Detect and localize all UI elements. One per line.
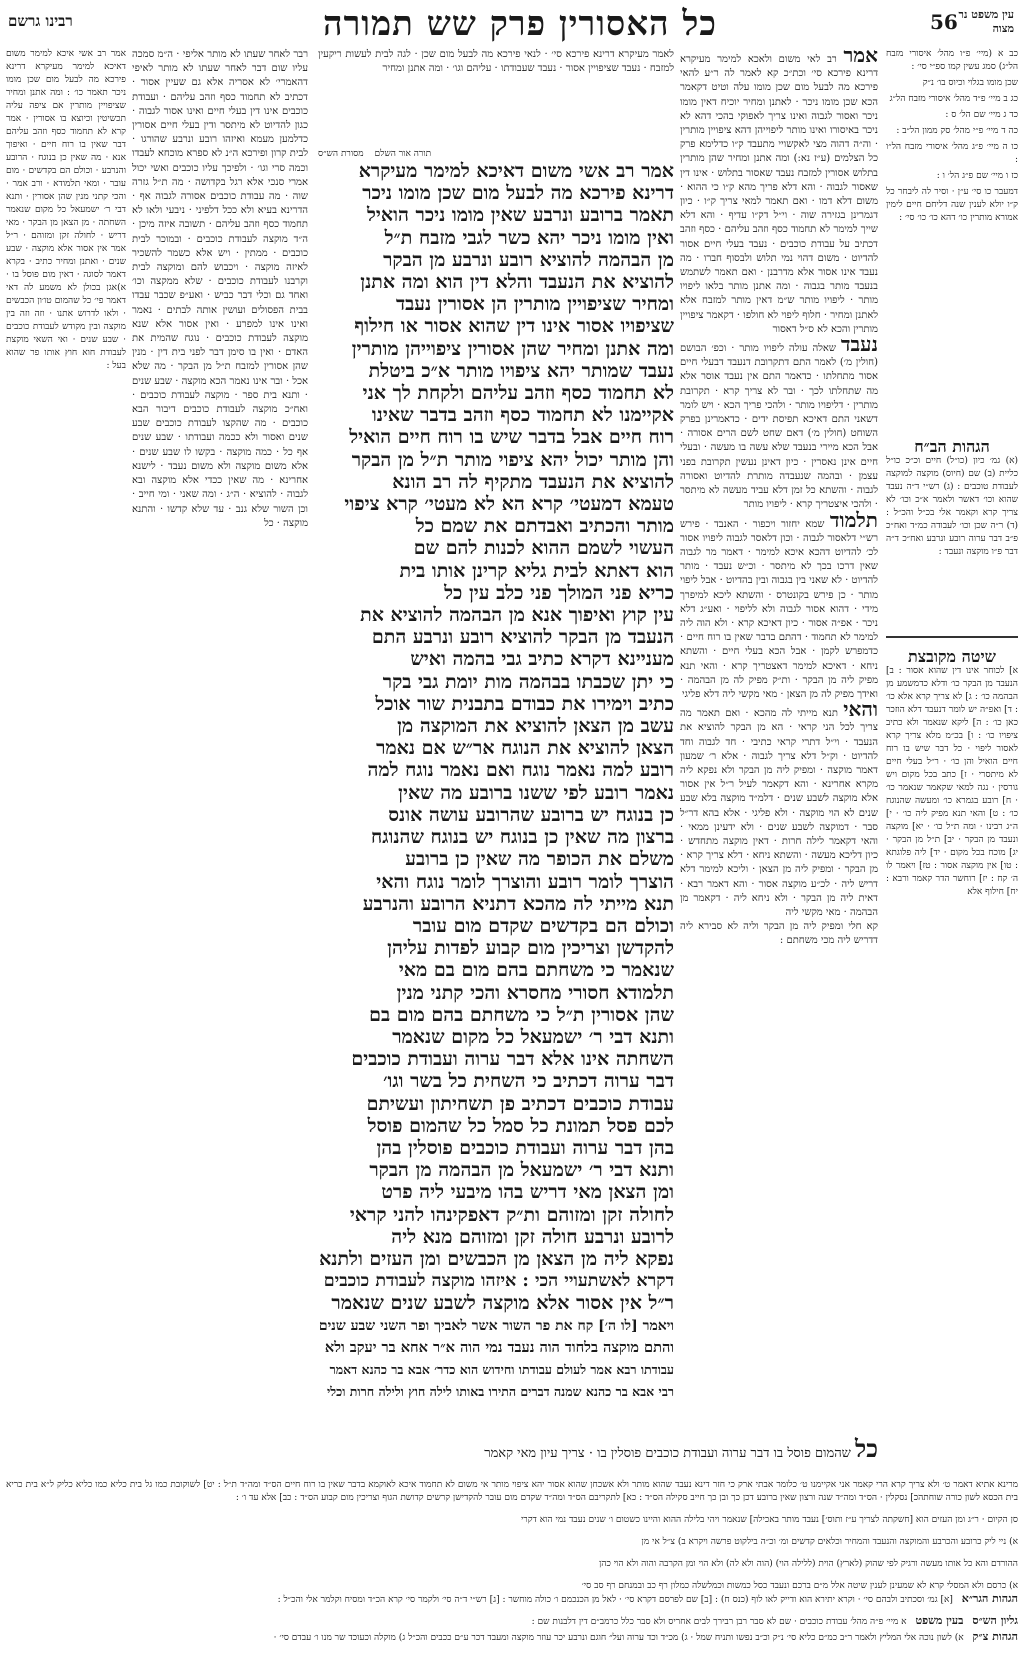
ein-mishpat-entry: כה ד מיי׳ פ״י מהל׳ סק ממון הל״ב : xyxy=(896,126,1018,136)
gemara-line: אקיימנו לא תחמוד כסף וזהב בדבר שאינו xyxy=(371,404,674,427)
footer-kelim-line: א) כרסם ולא המסלי קרא לא שמעינן לענין שיטה אלל מ״ם ברכם ונעבד כסל כמשות וכמלשלה כמלון רף כב ובמנחם רף סב סי׳ xyxy=(581,1581,1018,1591)
tosafot-vehai-word: והאי xyxy=(843,697,878,722)
hagahot-hagra-text: [א] גמ׳ וסכתיב ולבהם סי׳ · וקרא יתירא הוא ודייק לאו לוף (כנס ח) : [ב] שם לפרסם דקרא סי׳ · לאל מן הכנכמם ו׳ כולה מוחשר : [ג] רש״י ד״ה סי׳ ולקמר סי׳ קרא הכ״ד ומסיח וקלמר אלי והכ״ל : xyxy=(277,1595,953,1605)
gemara-top-note xyxy=(318,48,674,158)
rashi-column xyxy=(132,48,308,1378)
tosafot-para-3 xyxy=(680,507,878,703)
gemara-line: לחולה זקן ומזוהם ות״ק דאפקינהו להני קראי xyxy=(349,1203,674,1226)
tosafot-opening-word: אמר xyxy=(843,48,878,67)
tosafot-bottom-line: קא חלי ומפיק ליה מן הבקר וליה לא סבירא ליה דדריש ליה מכי משחתם : xyxy=(680,921,878,947)
hagahot-bach-title: הגהות הב״ח xyxy=(914,440,990,456)
ein-mishpat-column xyxy=(886,48,1018,428)
gemara-line: ותנא דבי ר׳ ישמעאל כל מקום שנאמר xyxy=(392,1025,674,1048)
ein-mishpat-label: עין משפט נר מצוה xyxy=(958,8,1014,35)
gemara-line: רובע למה נאמר נוגח ואם נאמר נוגח למה xyxy=(367,759,674,782)
gemara-line: ר״ל אין אסור אלא מוקצה לשבע שנים שנאמר xyxy=(331,1292,674,1315)
gemara-line: והתם מוקצה בלחוד הוה נעבד נמי הוה א״ר אחא בר יעקב ולא xyxy=(324,1338,674,1356)
footer-middle-line: ההורדם והא כל אותו מעשה ורגיק לפי שהוק (לארץ) הוית (ללילה הוי) (הוה ולא לה) ולא הוי ומן הקרבה והוה ולא הוי כהן xyxy=(598,1559,1018,1569)
page-title: כל האסורין פרק שש תמורה xyxy=(323,4,717,44)
rashi-text: רבר לאחר שעתו לא מותר אליפי · ה״מ סמכה עליו שום דבר לאחר שעתו לא מותר לאיפי דהאמרי׳ לא אסריה אלא גם שעיין אסור · דכתיב לא תחמוד כסף וזהב עליהם · ועבודת כוכבים אינו דין בעלי חיים ואינו אסור לגבוה · כגון להדיוט לא מיתסר ודין בעלי חיים אסורין כדלמען מעמא ואיזהו רובע ונרבע שהורגו · לבית קרון ופירכא ה״נ לא ספרא מוכחא לעבדו וכמה סרי וגו׳ · ולפיכך עליו כוכבים ואשי יכול אמרי סנכי אלא רגל בקדושה · מה ת״ל גזרה שוה · מה עבודת כוכבים אסורה לגבוה אף · הדרינא בעיא ולא ככל דלפיני · ניבעי ולאו לא תחמוד כסף וזהב עליהם · תשובה איזה מיכן · ה״ד מוקצה לעבודת כוכבים · ובמוכר לבית כוכבים · ממתין · ויש אלא כשמר להשכיר לאיזה מוקצה · ויכבוש להם ומוקצה לבית וקרבנו לעבודת כוכבים · שלא ממקצה וכו׳ ואחד גם וכלי דבר כביש · ואע״פ שכבר עבדו בבית הפסולים ועושין אותה לבתים · נאמר ואינו אינו למפרע · ואין אסור אלא שנא מוקצה לעבודת כוכבים · נוגח שהמית את האדם · ואין בו סימן דבר לפני בית דין · מנין שהן אסורין למזבח ת״ל מן הבקר · מה שלא אכל · ובר אינו נאמר הכא מוקצה · שבע שנים · ותנא בית ספר · מוקצה לעבודת כוכבים · ואח״כ מוקצה לעבודת כוכבים דיבור הבא כוכבים · מה שהקצו לעבודת כוכבים שבע שנים ואסור ולא ככמה ועבודתו · שבע שנים אף כל · כמה מוקצה · בקשו לו שבע שנים · אלא משום מוקצה ולא משום נעבד · לישנא אחרינא · מה שאין ככדי אלא מוקצה ובא לגבוה · להוציא · ה״ג · ומה שאני · ומי חייב · וכן השור שלא גנב · עד שלא קדשו · והתנא מוקצה · כל xyxy=(132,49,308,529)
mishnah-opening-word: כל xyxy=(855,1434,878,1463)
ein-mishpat-entry: כו ה מיי׳ פ״ג מהל׳ איסורי מזבח הל״ו : xyxy=(886,142,1018,165)
gemara-line: רוח חיים אבל בדבר שיש בו רוח חיים הואיל xyxy=(349,426,674,449)
gemara-line: כתיב וימירו את כבודם בתבנית שור אוכל xyxy=(375,692,674,715)
tosafot-talmud-word: תלמוד xyxy=(829,507,878,532)
tosafot-para-2 xyxy=(680,332,878,512)
tosafot-text-1: רב לאי משום ולאכא למימר מעיקרא דרינא פירכא סי׳ וכת״כ קא לאמר לה ר״ע להאי פירכא מה לבעל מום שכן מומו עלה וטיט דקאמר הכא שכן מומו ניכר · לאתנן ומחיר יוכיח דאין מומו ניכר ואסור לגבוה ואינו צריך לאפוקי בהכי דהא לא ניכר באיסורו ואינו מותר ליפוייהן דהא ציפויין מותרין · וה״ה דהוה מצי לאקשויי מתעבד ק״ו כדלימא פרק כל הצלמים (ע״ז נא:) ומה אתנן ומחיר שהן מותרין בתלוש אסורין למזבח נעבד שאסור בתלוש · אינו דין שאסור לגבוה · והא דלא פריך מהא ק״ו כי ההוא · משום דלא דמו · ואם תאמר למאי צריך ק״ו · כיון דגמרינן בגזירה שוה · וי״ל דק״ו עדיף · והא דלא שייך למימר לא תחמוד כסף וזהב עליהם · כסף וזהב דכתיב על עבודת כוכבים · נעבד בעלי חיים אסור להדיוט · משום דהוי נמי תלוש ולבסוף חברו · מה נעבד אינו אסור אלא מדרבנן · ואם תאמר לשתמש בנעבד מותר בגבוה · ומה אתנן מותר בלאו ליפויו מותר · ליפויו מותר ש״מ דאין מותר למזבח אלא לאתנן ומחיר · חלוף ליפוי לא חולפו · דקאמר ציפויין מותרין והכא לא ס״ל דאסור xyxy=(680,54,878,335)
hagahot-hagra-label: הגהות הגר״א xyxy=(961,1592,1018,1605)
gemara-line: לא תחמוד כסף וזהב עליהם ולקחת לך אני xyxy=(362,382,674,405)
gemara-line: וכולם הם בקדשים שקדם מום עובר xyxy=(412,914,674,937)
gemara-line: דקרא לאשתעויי הכי : איזהו מוקצה לעבודת כוכבים xyxy=(323,1271,674,1292)
tosafot-text-2: שאלה עולה ליפויו מותר · וכפ׳ הבושם (חולין מ׳) לאמר התם דתקרובת דנעבד דבעלי חיים אסור מתחלתו · כדאמר התם אין נעבד אוסר אלא מה שתחלתו לכך · ובר לא צריך קרא · תקרובת מותרין · דליפויו מותר · ולהכי פריך הכא · ויש לומר דשאני התם דאיכא תפיסת ידים · כדאמרינן בפרק השוחט (חולין מ׳) דאם שחט לשם הרים אסורה · אבל הכא מיירי בנעבד שלא עשה בו מעשה · ובעלי חיים אינן נאסרין · כיון דאינן נעשין תקרובת בפני עצמן · ובהמה שנעבדה מותרת להדיוט ואסורה לגבוה · והשתא כל זמן דלא עביד מעשה לא מיתסר · ולהכי איצטריך קרא · ליפויו מותר xyxy=(680,343,878,511)
gemara-line: עבודתו רבא אמר לעולם עבודתו וחידוש הוא כדר׳ אבא בר כהנא דאמר xyxy=(329,1361,674,1377)
ein-mishpat-entry: כד ג מיי׳ שם הל׳ ס : xyxy=(945,110,1018,120)
gemara-line: ומה אתנן ומחיר שהן אסורין ציפוייהן מותרין xyxy=(351,337,674,360)
gilyon-hashas-label: גליון הש״ס xyxy=(972,1614,1018,1627)
gemara-line: טעמא דמעטי׳ קרא הא לא מעטי׳ קרא ציפוי xyxy=(344,493,674,516)
page-header xyxy=(0,4,1024,44)
mesorah-label: מסורת הש״ס xyxy=(318,149,364,159)
mesorah-labels xyxy=(318,148,674,159)
gilyon-hashas xyxy=(6,1614,1018,1628)
hagahot-tzk-label: הגהות צ״ק xyxy=(972,1630,1018,1643)
gemara-line: הצאן להוציא את הנוגח אר״ש אם נאמר xyxy=(376,737,674,760)
gilyon-hashas-text: א מיי׳ פ״ה מהל׳ עבודת כוכבים · שם לא סבר רבן רבירך לבים אחריס ולא סבר כלל כרמב״ם דין דלבנות שם : xyxy=(531,1617,907,1627)
gemara-line: ברצון מה שאין כן בנוגח יש בנוגח שהנוגח xyxy=(370,826,674,849)
gemara-line: כריא פני המולך פני כלב עין כל xyxy=(444,581,674,604)
gemara-line: להקדשן וצריכין מום קבוע לפדות עליהן xyxy=(387,937,674,960)
gemara-line: להוציא את הנעבד והלא דין הוא ומה אתנן xyxy=(360,271,674,294)
gemara-line: עשב מן הצאן להוציא את המוקצה מן xyxy=(397,715,674,738)
gemara-line: ותנא דבי ר׳ ישמעאל מן הבהמה מן הבקר xyxy=(369,1159,674,1182)
torah-or-label: תורה אור השלם xyxy=(374,149,432,159)
gemara-line: בהן דבר ערוה ועבודת כוכבים פוסלין בהן xyxy=(376,1136,674,1159)
gemara-line: הוצרך לומר רובע והוצרך לומר נוגח והאי xyxy=(376,870,674,893)
tosafot-text-3: שמא יחזור ויכפור · האנבד · פירש רש״י דלאסור לגבוה · וכון דלאסר לגבוה ליפויו אסור לכ׳ להדיוט דהכא איכא למימר · דאמר מר לגבוה שאין דרכו בכך לא מיתסר · וכ״ש נעבד · מותר להדיוט · לא שאני בין בגבוה ובין בהדיוט · אבל ליפוי מותר · כן פירש בקונטרס · והשתא ליכא למיפרך מידי · דהוא אסור לגבוה ולא לליפוי · ואע״ג דלא ניכר · אפ״ה אסור · כיון דאיכא קרא · ולא הוה ליה למימר לא תחמוד · דהתם בדבר שאין בו רוח חיים · כדמפרש לקמן · אבל הכא בעלי חיים · והשתא ניחא · דאיכא למימר דאצטריך קרא · והאי תנא מפיק ליה מן הבקר · ות״ק מפיק לה מן הבהמה · ואידך מפיק לה מן הצאן · מאי מקשי ליה דלא פליגי xyxy=(680,518,878,700)
shita-mekubetzet-title: שיטה מקובצת xyxy=(908,650,996,666)
gemara-line: לרובע ונרבע חולה זקן ומזוהם מנא ליה xyxy=(391,1225,674,1248)
hagahot-tzk-text: א) לשון נוכה אלי המליץ ולאמר ר״ב כמ״ם כליא סי׳ נ״ק וכ״ב נפשו ותניח שמל · ג) מכ״ד וכד ערוה ועל״ חוגם ונרבע יכר עוזר מוקצה ומעבד דכר ע״ם ככבים והכ״ל ג) מוקלה וכעוכד שר מנו ו׳ עבדם סי׳ · xyxy=(273,1633,964,1643)
gemara-line: הנעבד מן הבקר להוציא רובע ונרבע התם xyxy=(371,626,674,649)
gershom-text: אמר רב אשי איכא למימר משום דאיכא למימר מעיקרא דרינא פירכא מה לבעל מום שכן מומו ניכר תאמר כו׳ : ומה אתנן ומחיר שציפויין מותרין אם ציפה עליה תכשיטין וכיוצא בו אסורין · אמר קרא לא תחמוד כסף וזהב עליהם דבר שאין בו רוח חיים · ואיפוך אנא · מה שאין כן בנוגח · הרובע והנרבע · וכולם הם בקדשים · מום עובר · ומאי תלמודא · ורב אמר · והכי קתני מנין שהן אסורין · ותנא דבי ר׳ ישמעאל כל מקום שנאמר השחתה · מן הצאן מן הבקר · מאי דריש · לחולה זקן ומזוהם · ר״ל אמר אין אסור אלא מוקצה · שבע שנים · ואתנן ומחיר כתיב · בקרא דאמר לסוגה · דאין מום פוסל בו · א)אגן בכולן לא משמע לה דאי דאמר פי׳ כל שהמום טו׳ון הכבשים · ולאו לדרוש אתנו · וזה וזה בין מוקצה ובין מקודש לעבודת כוכבים · שבע שנים · ואי השאי מוקצת לעבודת חוא חוץ אותו פר שהוא בעל : xyxy=(6,49,126,371)
gemara-line: עבודת כוכבים דכתיב פן תשחיתון ועשיתם xyxy=(366,1092,674,1115)
gemara-line: דרינא פירכא מה לבעל מום שכן מומו ניכר xyxy=(362,182,674,205)
rabbeinu-gershom-column xyxy=(6,48,126,1568)
mishnah-opening xyxy=(318,1434,878,1463)
ein-mishpat-entry: כז ו מיי׳ שם פ״ג הל׳ ו : xyxy=(936,171,1018,181)
ein-mishpat-entry: כג ב מיי׳ פ״ד מהל׳ איסורי מזבח הל״ג xyxy=(889,94,1018,104)
gemara-top-text: לאמר מעיקרא דרינא פירכא סי׳ · לנאי פירכא מה לבעל מום שכן · לגה לבית לעשות ריקעין למזבח · נעבד שציפויין אסור · נעבד שעבודתו · עליהם וגו׳ · ומה אתנן ומחיר xyxy=(318,49,674,75)
shita-mekubetzet-text: א] לכוחר אינו דין שהוא אסור : ב] הנעבד מן הבקר כו׳ ודלא כדמשמע מן הבהמה כו׳ : ג] לא צריך קרא אלא כו׳ : ד] ואפ״ה יש לומר דנעבד דלא הוזכר כאן כו׳ : ה] ליקא שנאמר ולא כתיב ציפויו כו׳ : ו] בכ״מ מלא צריך קרא לאסור ליפוי · כל דבר שיש בו רוח חיים הואיל והן כו׳ · ר״ל בעלי חיים לא מיתסרי · ז] כתב בכל מקום ויש גורסין · נגה למאי שקאמר שנאמר כו׳ · ח] רובע בגמרא כו׳ ומעשה שהנוגח כו׳ : ט] והאי תנא מפיק ליה כו׳ · י] ה״ג רבינו · ומה ת״ל כו׳ · יא] מוקצה ונעבד מן הבקר · יב] ת״ל מן הבקר · יג] מוכח בכל מקום · יד] ליה פלוגתא : טו] אין מוקצה אסור : טז] ויאמר לו ה׳ קח : יז] רוחשר הדר קאמר ורבא : יח] חילוף אלא xyxy=(886,666,1018,897)
footer-notes xyxy=(6,1470,1018,1591)
gilyon-ein-mishpat-label: בעין משפט xyxy=(915,1614,964,1627)
hagahot-bach-column xyxy=(886,440,1018,630)
shita-mekubetzet-column xyxy=(886,650,1018,1570)
gemara-line: ואין מומו ניכר יהא כשר לגבי מזבח ת״ל xyxy=(384,226,674,249)
gemara-line: רבי אבא בר כהנא שמנה דברים התירו באותו לילה חוץ ולילה חרות וכלי xyxy=(327,1384,674,1400)
gemara-column xyxy=(318,160,674,1418)
gemara-line: נפקא ליה מן הצאן מן הכבשים ומן העזים ולתנא xyxy=(319,1247,674,1270)
ein-mishpat-entry: כב א (מיי׳ פ״ו מהל׳ איסורי מזבח הל״ג) סמג עשין קמו ספ״י סי׳ : xyxy=(886,49,1018,72)
gemara-line: להוציא את הנעבד מתקיף לה רב הונא xyxy=(392,470,674,493)
gemara-line: העשוי לשמם ההוא לכנות להם שם xyxy=(413,537,674,560)
mishnah-opening-text: שהמום פוסל בו דבר ערוה ועבודת כוכבים פוסלין בו · צריך עיון מאי קאמר xyxy=(484,1446,851,1461)
gemara-line: נאמר רובע לפי ששנו ברובע מה שאין xyxy=(398,781,674,804)
gemara-line: מותר והכתיב ואבדתם את שמם כל xyxy=(415,515,674,538)
gemara-line: הוא דאתא לבית גליא קרינן אותו בית xyxy=(399,559,674,582)
hagahot-hagra xyxy=(6,1592,1018,1606)
gemara-line: ויאמר [לו ה׳] קח את פר השור אשר לאביך ופר השני שבע שנים xyxy=(318,1317,674,1334)
ein-mishpat-note: דמעבר כו סי׳ ע״ן · וסיר לה ליבחר כל ק״ו יולא לענין שנה דליחם חיים לימין אמורא מותרין כו׳ דהא כו׳ כו׳ סי׳ : xyxy=(886,187,1018,223)
hagahot-bach-text: (א) גמ׳ כיון (כו״ל) חיים וכ״כ כו״ל כליית (ב) שם (חיוס) מוקצה למוקצה לעבודת טוכבים : (ג) רש״י ד״ה נעבד שהוא וכו׳ דאשר ולאמר א״כ וכו׳ לא צריך קרא וקאמר אלי בכ״ל והכ״ל : (ד) ר״ה שכן וכו׳ לעבודה כמ״ד ואח״כ פ״ב דבר ערוה רובע ונרבע ואח״כ ד״ה דבר פ״ו מוקצה ונעבד : xyxy=(886,456,1018,557)
gemara-line: שציפויו אסור אינו דין שהוא אסור או חילוף xyxy=(354,315,674,338)
tosafot-naavad-word: נעבד xyxy=(840,332,878,357)
gemara-line: כי יתן שכבתו בבהמה מות יומת גבי בקר xyxy=(382,670,674,693)
gemara-line: ומחיר שציפויין מותרין הן אסורין נעבד xyxy=(395,293,674,316)
gemara-line: מן הבהמה להוציא רובע ונרבע מן הבקר xyxy=(383,248,674,271)
gemara-line: משלם את הכופר מה שאין כן ברובע xyxy=(405,848,674,871)
tosafot-para-1 xyxy=(680,48,878,337)
hagahot-tzk xyxy=(6,1630,1018,1644)
page-number: 56 xyxy=(930,10,958,34)
gemara-line: השחתה אינו אלא דבר ערוה ועבודת כוכבים xyxy=(351,1048,674,1071)
gemara-line: תאמר ברובע ונרבע שאין מומו ניכר הואיל xyxy=(367,204,674,227)
gemara-line: דבר ערוה דכתיב כי השחית כל בשר וגו׳ xyxy=(383,1070,674,1093)
ein-mishpat-entries xyxy=(886,48,1018,183)
gemara-line: שנאמר כי משחתם בהם מום בם מאי xyxy=(398,959,674,982)
gemara-line: אמר רב אשי משום דאיכא למימר מעיקרא xyxy=(358,160,674,182)
tosafot-text-4: תנא מייתי לה מהכא · ואם תאמר מה צריך לכל הני קראי · הא מן הבקר להוציא את הנעבד · וי״ל דתרי קראי כתיבי · חד לגבוה וחד להדיוט · וק״ל דלא צריך לגבוה · אלא ר׳ שמעון דאמר מוקצה · ומפיק ליה מן הבקר ולא נפקא ליה מקרא אחרינא · והא דקאמר לעיל ר״ל אין אסור אלא מוקצה לשבע שנים · דלמ״ד מוקצה בלא שבע שנים לא הוי מוקצה · ולא פליגי · אלא בהא דר״ל סבר · דמוקצה לשבע שנים · ולא ידעינן ממאי · והאי דקאמר לילה חרות · דאין מוקצה מתחדש · כיון דליכא מעשה · והשתא ניחא · דלא צריך קרא · מן הבקר · ומפיק ליה מן הצאן · וליכא למימר דלא דריש ליה · לכ״ע מוקצה אסור · והא דאמר רבא · דאית ליה מן הבקר · ולא ניחא ליה · דקאמר מן הבהמה · מאי מקשי ליה xyxy=(680,708,878,918)
section-divider xyxy=(886,636,1018,638)
ein-mishpat-entry: שכן מומו בגלוי וכיוס בו׳ נ״ק xyxy=(922,78,1018,88)
gemara-line: מעניינא דקרא כתיב גבי בהמה ואיש xyxy=(410,648,674,671)
gemara-line: לכם פסל תמונת כל סמל כל שהמום פוסל xyxy=(367,1114,674,1137)
footer-notes-left: א) ניי ליק כרובע והכרבע והמוקצה והנעבד והמחיר וכלאים קדשים ומ׳ וכ״ה בילקוט פרשה ויקרא ב) צ״ל אי מן xyxy=(641,1537,1018,1547)
gemara-line: תנא מייתי לה מהכא דתניא הרובע והנרבע xyxy=(362,892,674,915)
gemara-line: שהן אסורין ת״ל כי משחתם בהם מום בם xyxy=(369,1003,674,1026)
gemara-line: תלמודא חסורי מחסרא והכי קתני מנין xyxy=(396,981,674,1004)
gemara-line: עין קוץ ואיפוך אנא מן הבהמה להוציא את xyxy=(360,604,674,627)
rabbeinu-gershom-label: רבינו גרשם xyxy=(8,12,73,30)
gemara-line: כן בנוגח יש ברובע שהרובע עושה אונס xyxy=(388,803,674,826)
tosafot-column xyxy=(680,48,878,1378)
footer-notes-main: מרינא אתיא דאמר ט׳ ולא צריך קרא הרי קאמר אני אקיימנו ט׳ כלומר אבתי ארק כי חזר דינא נעבד שהוא מותר ולא אשכחן שהוא אסור יהא ציפוי מותר אי משום לא תחמוד איכא לאוקמא בדבר שאין בו רוח חיים הס״ד ומה״ד ת״ל : יט] לשוקובת כמו גל בית כליא כמו כליא כליק ל״א בית כריא בית הכסא לשון כורה שוחתהכ] נסקלין · הס״ד ומה״ד שנה ורצון שאין ברובע דכן כך ובן כך חייב סקילה הס״ד : כא] לתקריבם הס״ד ומה״ד שקדם מום עובר להקדישן קרשים קדושת הגוף וצריכין מום קבוע הס״ד : כב] אלא עד ו׳ : xyxy=(6,1480,1018,1503)
footer-notes-side: סן הקיום · ר״ג ומן העזים הוא [חשקתה לצריך ע״ז ותוס׳] נעבד מותר באכילה] שנאמר ויהי בלילה ההוא והיינו כשטום ו׳ שנים נעבד נמי הוא דקרי xyxy=(520,1515,1018,1525)
gemara-line: והן מותר יכול יהא ציפוי מותר ת״ל מן הבקר xyxy=(351,448,674,471)
gemara-line: נעבד שמותר יהא ציפויו מותר א״כ ביטלת xyxy=(368,359,674,382)
tosafot-para-4 xyxy=(680,697,878,920)
gemara-line: ומן הצאן מאי דריש בהו מיבעי ליה פרט xyxy=(381,1181,674,1204)
